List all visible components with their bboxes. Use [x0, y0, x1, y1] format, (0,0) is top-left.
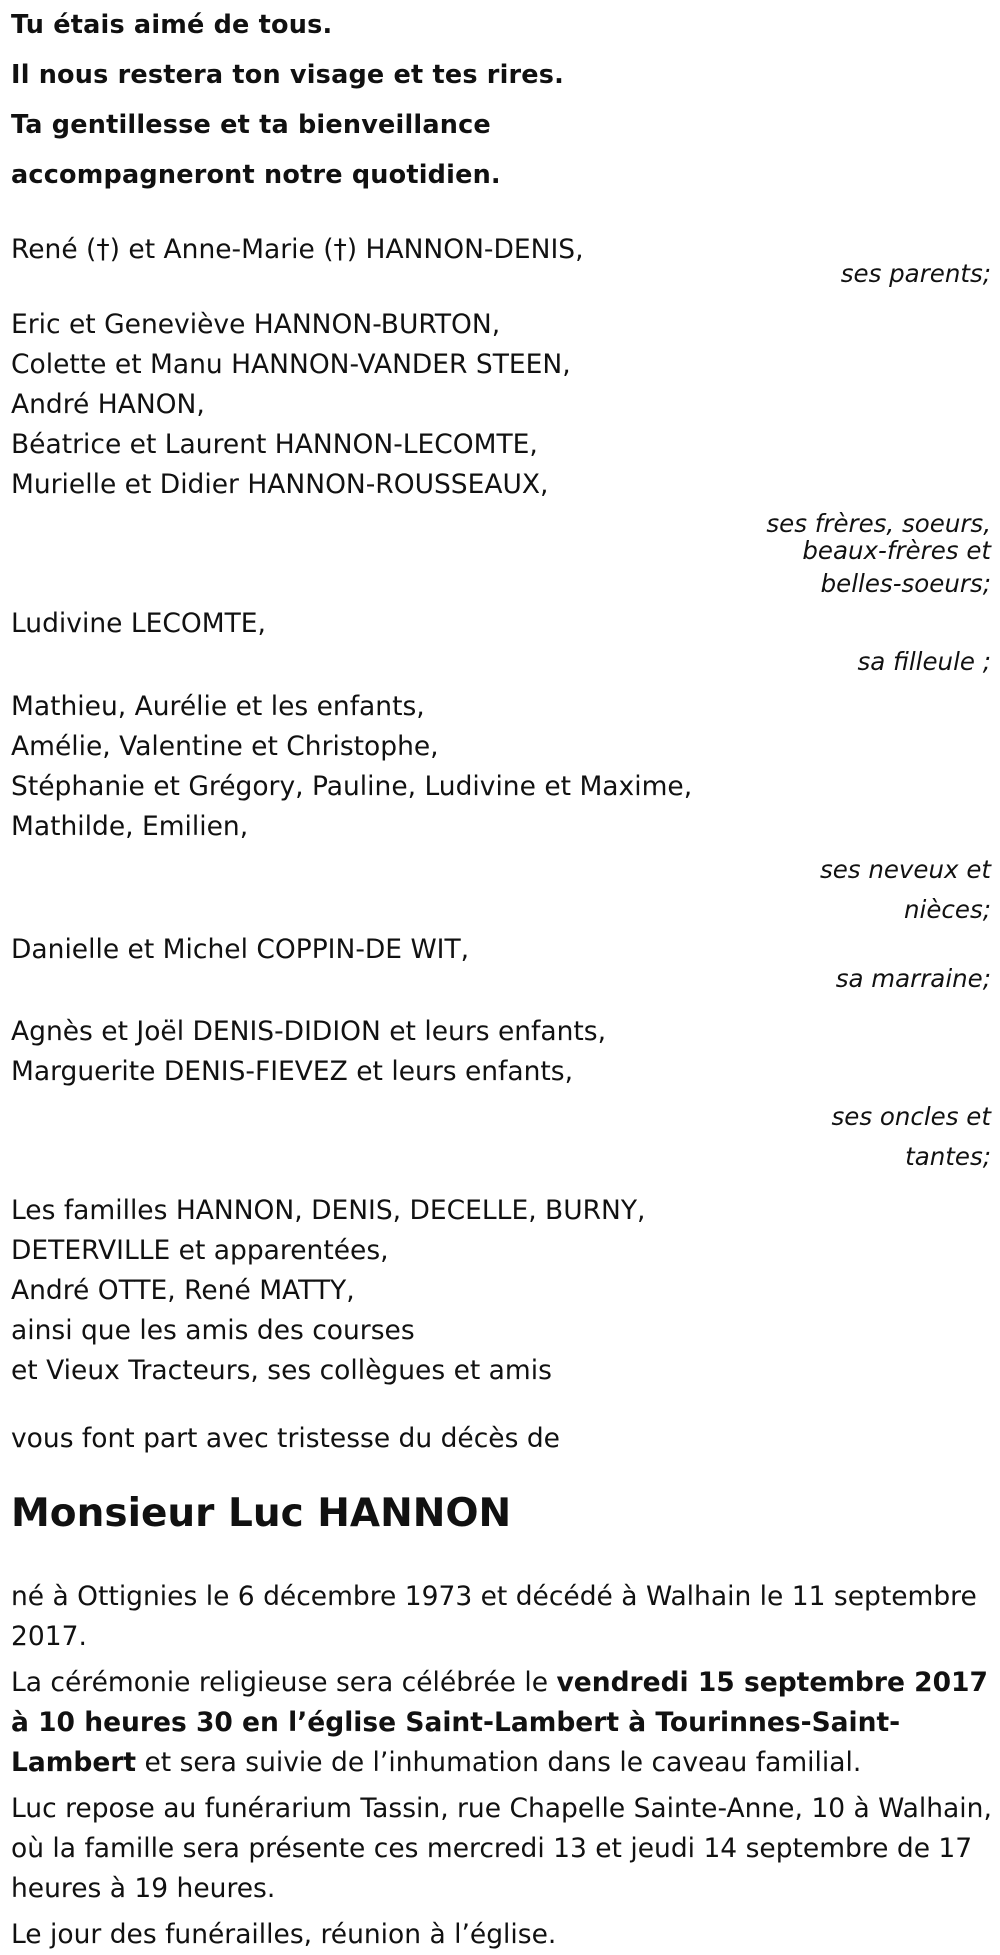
role-label: sa filleule ; [857, 647, 991, 676]
family-nephews [11, 687, 996, 930]
family-name-line: André OTTE, René MATTY, [11, 1275, 355, 1306]
family-name-line: René (†) et Anne-Marie (†) HANNON-DENIS, [11, 234, 584, 265]
role-line: ses neveux et [819, 855, 991, 884]
family-name-line: ainsi que les amis des courses [11, 1315, 415, 1346]
intro-line: Il nous restera ton visage et tes rires. [11, 60, 565, 90]
family-parents [11, 230, 996, 287]
role-label [11, 850, 996, 930]
family-name-line: Mathieu, Aurélie et les enfants, [11, 691, 425, 722]
birth-death-text: né à Ottignies le 6 décembre 1973 et décédé à Walhain le 11 septembre 2017. [11, 1581, 977, 1652]
deceased-name: Monsieur Luc HANNON [11, 1491, 512, 1536]
ceremony-text [11, 1663, 996, 1783]
family-name-line: Mathilde, Emilien, [11, 811, 249, 842]
family-goddaughter [11, 604, 996, 682]
family-name-line: Colette et Manu HANNON-VANDER STEEN, [11, 349, 571, 380]
intro-poem [11, 0, 996, 200]
ceremony-intro: La cérémonie religieuse sera célébrée le [11, 1667, 557, 1698]
funerarium-text: Luc repose au funérarium Tassin, rue Chapelle Sainte-Anne, 10 à Walhain, où la famille sera présente ces mercredi 13 et jeudi 14 septembre de 17 heures à 19 heures. [11, 1793, 992, 1904]
family-name-line: Marguerite DENIS-FIEVEZ et leurs enfants, [11, 1056, 574, 1087]
role-label: sa marraine; [835, 964, 991, 993]
family-godmother [11, 930, 996, 992]
family-name-line: Amélie, Valentine et Christophe, [11, 731, 439, 762]
ceremony-details: vendredi 15 septembre 2017 à 10 heures 30 en l’église Saint-Lambert à Tourinnes-Saint-Lambert [11, 1667, 988, 1778]
family-others [11, 1191, 996, 1391]
role-line: ses oncles et [831, 1102, 991, 1131]
role-label: ses parents; [840, 259, 991, 288]
intro-line: accompagneront notre quotidien. [11, 160, 501, 190]
family-name-line: DETERVILLE et apparentées, [11, 1235, 389, 1266]
announcement-text: vous font part avec tristesse du décès de [11, 1423, 560, 1454]
role-label [11, 510, 996, 604]
family-name-line: et Vieux Tracteurs, ses collègues et amis [11, 1355, 552, 1386]
family-name-line: Eric et Geneviève HANNON-BURTON, [11, 309, 501, 340]
final-note: Le jour des funérailles, réunion à l’église. [11, 1919, 557, 1950]
family-name-line: Murielle et Didier HANNON-ROUSSEAUX, [11, 469, 549, 500]
intro-line: Tu étais aimé de tous. [11, 10, 333, 40]
role-line: ses frères, soeurs, [766, 509, 991, 538]
obituary-document [11, 0, 996, 1955]
intro-line: Ta gentillesse et ta bienveillance [11, 110, 491, 140]
family-name-line: Agnès et Joël DENIS-DIDION et leurs enfants, [11, 1016, 607, 1047]
family-name-line: Stéphanie et Grégory, Pauline, Ludivine et Maxime, [11, 771, 693, 802]
role-line: nièces; [904, 895, 991, 924]
role-line: belles-soeurs; [820, 569, 991, 598]
family-name-line: Danielle et Michel COPPIN-DE WIT, [11, 934, 470, 965]
family-name-line: Les familles HANNON, DENIS, DECELLE, BURNY, [11, 1195, 646, 1226]
role-label [11, 1097, 996, 1177]
family-name-line: Béatrice et Laurent HANNON-LECOMTE, [11, 429, 538, 460]
family-name-line: André HANON, [11, 389, 205, 420]
role-line: tantes; [905, 1142, 991, 1171]
family-name-line: Ludivine LECOMTE, [11, 608, 266, 639]
family-uncles [11, 1012, 996, 1177]
role-line: beaux-frères et [802, 536, 991, 565]
family-siblings [11, 305, 996, 604]
ceremony-outro: et sera suivie de l’inhumation dans le caveau familial. [136, 1747, 862, 1778]
